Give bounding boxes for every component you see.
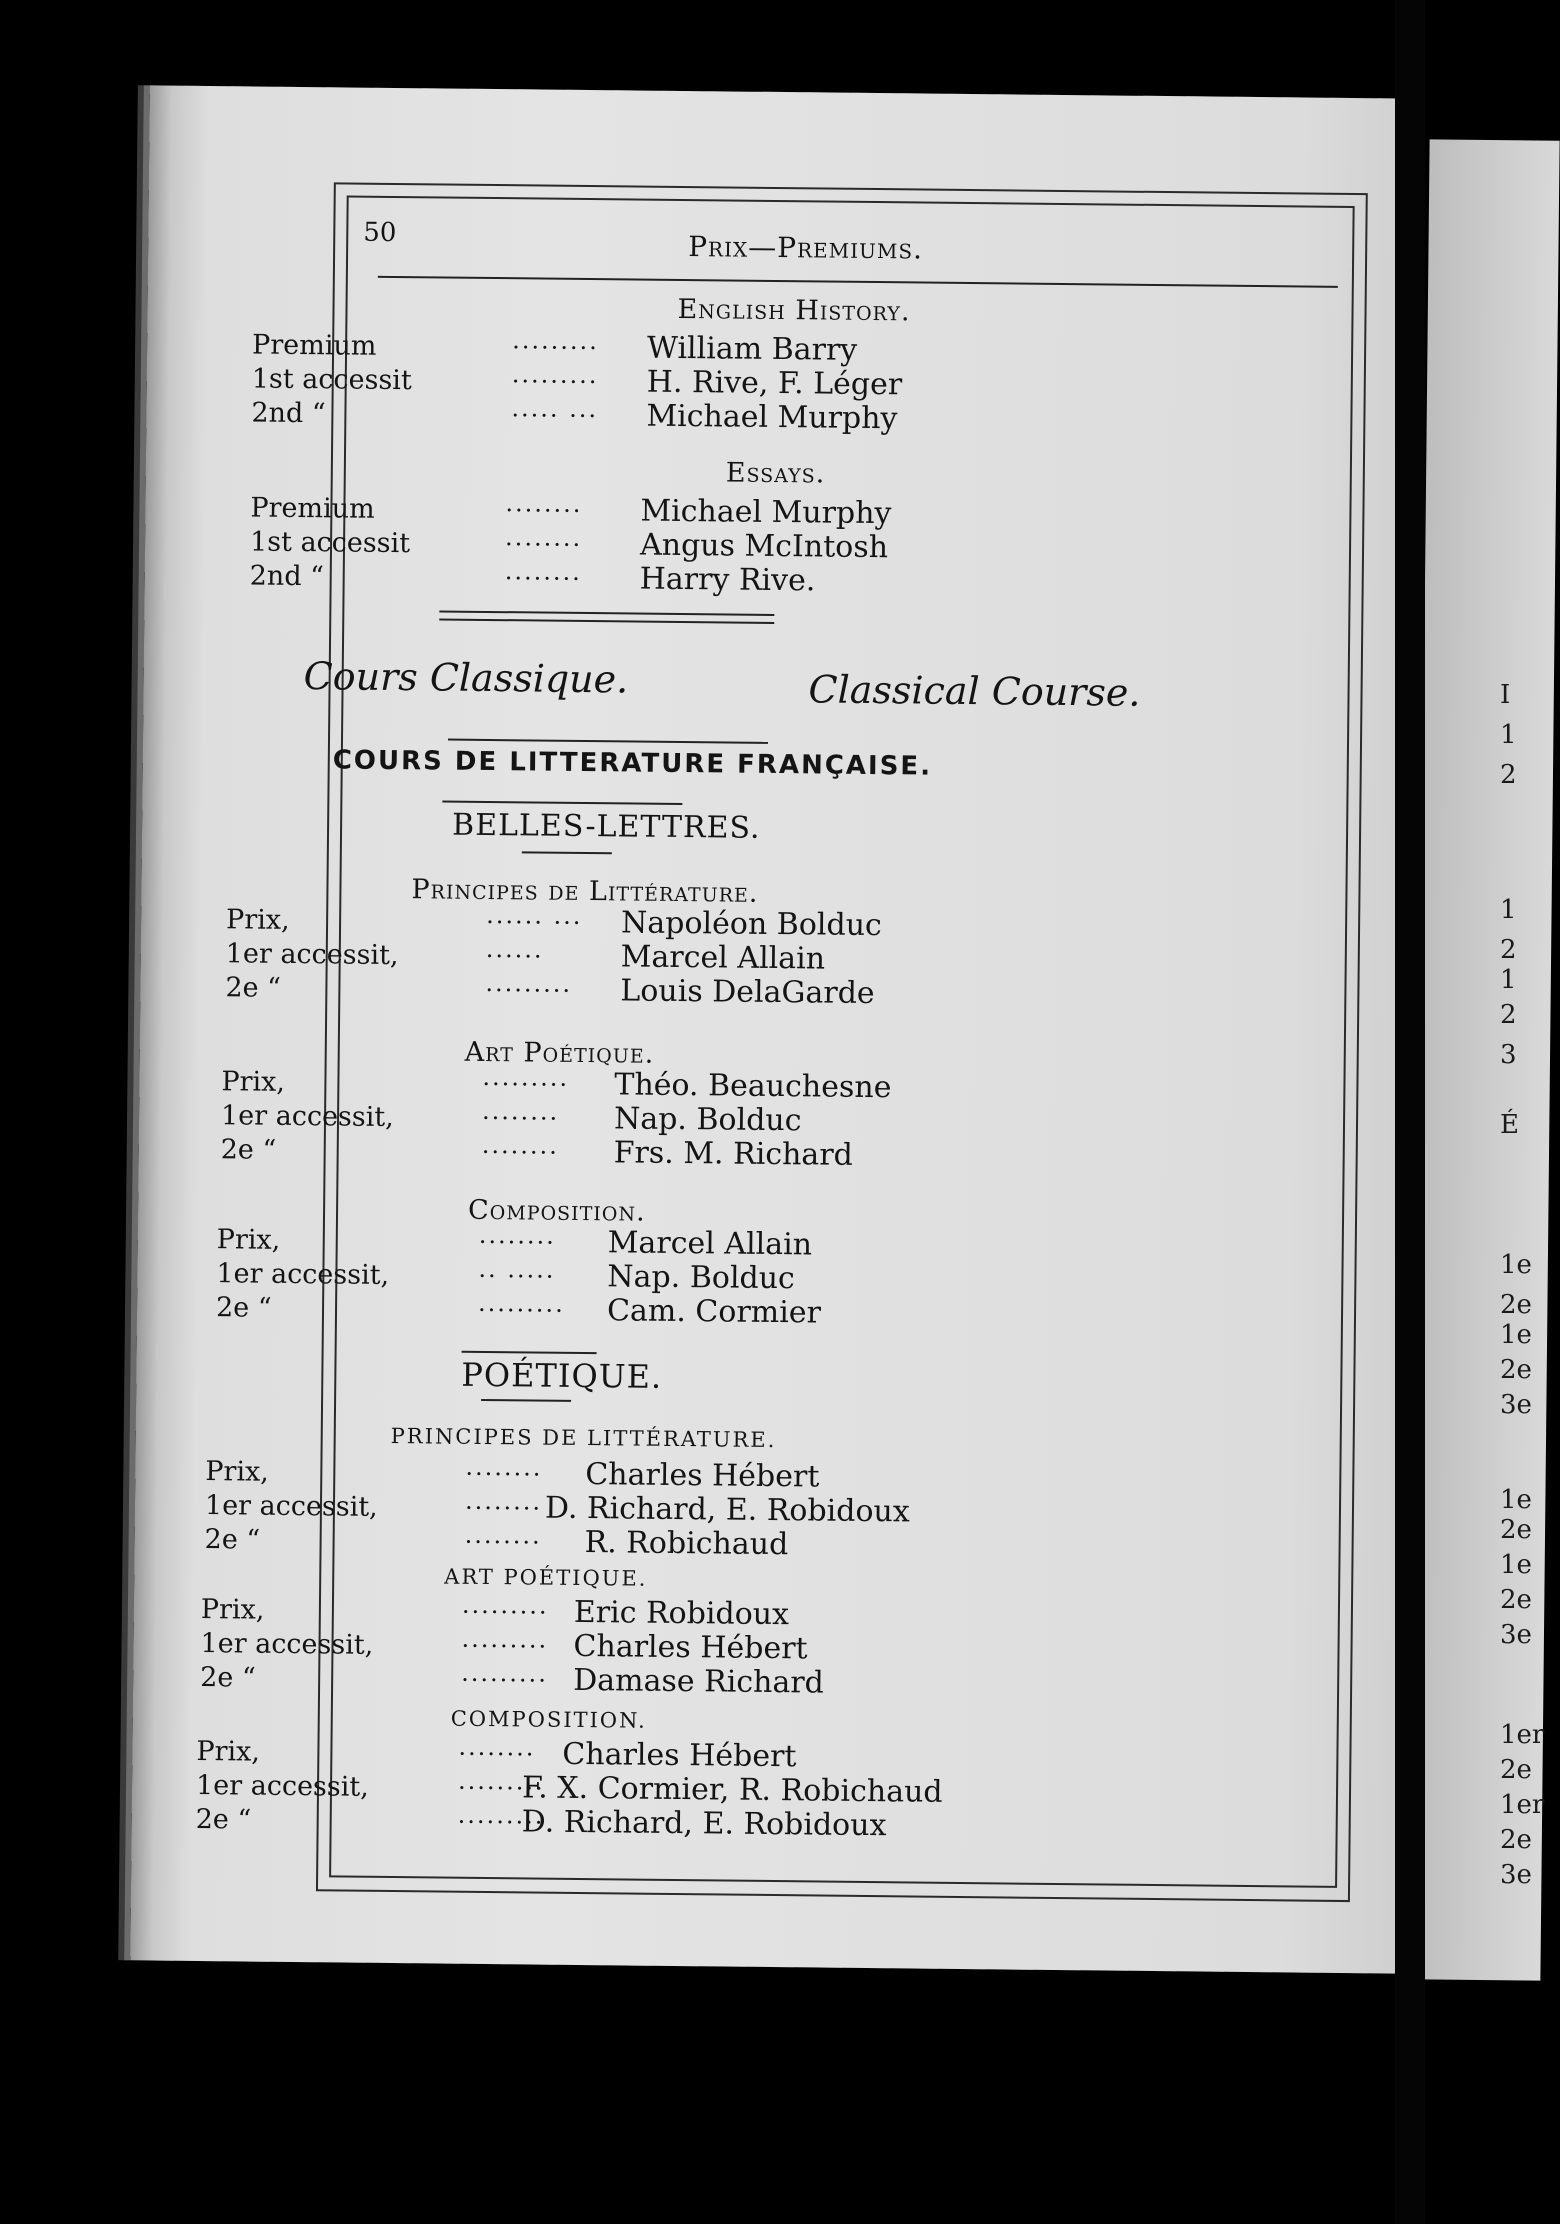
page-number: 50 bbox=[363, 217, 397, 248]
facing-page-fragment: 1e bbox=[1500, 1320, 1532, 1350]
dot-leader: ......... bbox=[461, 1658, 549, 1688]
recipient-name: Charles Hébert bbox=[585, 1457, 820, 1495]
recipient-name: Frs. M. Richard bbox=[613, 1135, 854, 1173]
facing-page-fragment: 2 bbox=[1500, 1000, 1517, 1030]
facing-page-fragment: 3 bbox=[1500, 1040, 1517, 1070]
facing-page-fragment: 3e bbox=[1500, 1860, 1532, 1890]
section-heading: ART POÉTIQUE. bbox=[444, 1564, 648, 1591]
recipient-name: Eric Robidoux bbox=[573, 1594, 790, 1633]
section-heading: Art Poétique. bbox=[464, 1036, 655, 1070]
dot-leader: ......... bbox=[457, 1766, 545, 1796]
recipient-name: Michael Murphy bbox=[646, 398, 898, 437]
facing-page-fragment: 2 bbox=[1500, 935, 1517, 965]
facing-page-fragment: 2e bbox=[1500, 1355, 1532, 1385]
dot-leader: ........ bbox=[465, 1452, 543, 1482]
award-label: 2nd “ bbox=[249, 560, 325, 593]
section-heading: English History. bbox=[677, 293, 911, 328]
dot-leader: ........ bbox=[504, 523, 583, 552]
dot-leader: ...... bbox=[485, 934, 544, 964]
award-label: Prix, bbox=[216, 1224, 281, 1256]
award-label: 2e “ bbox=[195, 1803, 252, 1836]
facing-page-fragment: É bbox=[1500, 1110, 1519, 1140]
poetique-title: POÉTIQUE. bbox=[461, 1355, 663, 1396]
award-label: 1er accessit, bbox=[204, 1490, 378, 1523]
facing-page-fragment: 2e bbox=[1500, 1290, 1532, 1320]
award-label: 1st accessit bbox=[251, 363, 412, 397]
recipient-name: Louis DelaGarde bbox=[620, 973, 875, 1012]
facing-page-fragment: 1e bbox=[1500, 1250, 1532, 1280]
recipient-name: H. Rive, F. Léger bbox=[646, 364, 903, 403]
dot-leader: ........ bbox=[478, 1220, 557, 1250]
book-gutter bbox=[1395, 0, 1425, 2224]
dot-leader: ......... bbox=[477, 1288, 565, 1318]
section-heading: COMPOSITION. bbox=[450, 1706, 647, 1733]
facing-page-fragment: 1e bbox=[1500, 1485, 1532, 1515]
recipient-name: F. X. Cormier, R. Robichaud bbox=[521, 1770, 943, 1810]
section-heading: Composition. bbox=[467, 1194, 646, 1228]
award-label: Premium bbox=[250, 492, 375, 525]
facing-page-fragment: 2e bbox=[1500, 1825, 1532, 1855]
recipient-name: Nap. Bolduc bbox=[613, 1101, 802, 1139]
belles-lettres-title: BELLES-LETTRES. bbox=[451, 807, 761, 846]
facing-page-fragment: 1 bbox=[1500, 965, 1517, 995]
dot-leader: ......... bbox=[461, 1624, 549, 1654]
section-heading: PRINCIPES DE LITTÉRATURE. bbox=[390, 1423, 777, 1453]
book-page bbox=[130, 85, 1420, 1973]
section-heading: Essays. bbox=[725, 457, 826, 490]
recipient-name: Damase Richard bbox=[572, 1662, 825, 1701]
course-title-en: Classical Course. bbox=[808, 667, 1141, 715]
dot-leader: ........ bbox=[481, 1096, 560, 1126]
award-label: Prix, bbox=[205, 1456, 270, 1488]
dot-leader: ......... bbox=[485, 968, 573, 998]
dot-leader: ......... bbox=[482, 1062, 570, 1092]
award-label: Prix, bbox=[225, 904, 290, 936]
recipient-name: Napoléon Bolduc bbox=[620, 905, 882, 944]
recipient-name: William Barry bbox=[646, 330, 858, 368]
award-label: 2e “ bbox=[200, 1662, 256, 1694]
award-label: 1er accessit, bbox=[200, 1628, 374, 1661]
award-label: 1er accessit, bbox=[225, 938, 399, 972]
recipient-name: Charles Hébert bbox=[562, 1736, 797, 1775]
facing-page-fragment: 1er bbox=[1500, 1720, 1545, 1750]
award-label: Prix, bbox=[200, 1594, 265, 1626]
facing-page-fragment: 3e bbox=[1500, 1620, 1532, 1650]
award-label: 2nd “ bbox=[251, 397, 326, 430]
award-label: 1er accessit, bbox=[220, 1100, 394, 1134]
facing-page-fragment: 2e bbox=[1500, 1755, 1532, 1785]
facing-page-fragment: 2e bbox=[1500, 1515, 1532, 1545]
recipient-name: Cam. Cormier bbox=[606, 1293, 822, 1331]
recipient-name: Michael Murphy bbox=[640, 493, 892, 532]
award-label: Prix, bbox=[196, 1735, 261, 1768]
facing-page-fragment: 1er bbox=[1500, 1790, 1545, 1820]
recipient-name: Marcel Allain bbox=[607, 1225, 813, 1263]
dot-leader: ........ bbox=[481, 1130, 559, 1160]
award-label: 1st accessit bbox=[249, 526, 411, 560]
dot-leader: ......... bbox=[461, 1590, 549, 1620]
dot-leader: ......... bbox=[457, 1800, 545, 1830]
facing-page-fragment: I bbox=[1500, 680, 1511, 710]
facing-page-fragment: 1 bbox=[1500, 720, 1517, 750]
award-label: 2e “ bbox=[220, 1134, 277, 1166]
facing-page-fragment: 1 bbox=[1500, 895, 1517, 925]
award-label: Premium bbox=[251, 329, 377, 362]
dot-leader: ......... bbox=[512, 326, 600, 356]
dot-leader: ........ bbox=[458, 1732, 536, 1762]
facing-page-fragment: 2 bbox=[1500, 760, 1517, 790]
recipient-name: Angus McIntosh bbox=[639, 527, 889, 566]
facing-page-fragment: 1e bbox=[1500, 1550, 1532, 1580]
award-label: 1er accessit, bbox=[195, 1769, 369, 1803]
facing-page bbox=[1410, 139, 1559, 1980]
award-label: 2e “ bbox=[225, 972, 282, 1004]
recipient-name: R. Robichaud bbox=[584, 1525, 789, 1563]
award-label: 2e “ bbox=[204, 1524, 261, 1556]
recipient-name: D. Richard, E. Robidoux bbox=[521, 1804, 887, 1844]
facing-page-fragment: 2e bbox=[1500, 1585, 1532, 1615]
award-label: 2e “ bbox=[215, 1292, 272, 1324]
dot-leader: ..... ... bbox=[511, 394, 599, 424]
dot-leader: ........ bbox=[504, 557, 582, 586]
recipient-name: Harry Rive. bbox=[639, 561, 816, 599]
section-heading: Principes de Littérature. bbox=[411, 874, 759, 909]
recipient-name: Marcel Allain bbox=[620, 939, 826, 977]
dot-leader: ........ bbox=[464, 1520, 542, 1550]
recipient-name: Théo. Beauchesne bbox=[614, 1067, 892, 1106]
course-title-fr: Cours Classique. bbox=[303, 654, 629, 702]
dot-leader: ......... bbox=[511, 360, 599, 390]
running-head: Prix—Premiums. bbox=[688, 230, 924, 266]
recipient-name: Nap. Bolduc bbox=[607, 1259, 796, 1297]
literature-title: COURS DE LITTERATURE FRANÇAISE. bbox=[332, 745, 933, 782]
facing-page-fragment: 3e bbox=[1500, 1390, 1532, 1420]
award-label: 1er accessit, bbox=[216, 1258, 390, 1291]
recipient-name: Charles Hébert bbox=[573, 1628, 808, 1667]
dot-leader: ...... ... bbox=[486, 900, 583, 930]
dot-leader: ........ bbox=[505, 489, 583, 518]
recipient-name: D. Richard, E. Robidoux bbox=[544, 1490, 910, 1530]
award-label: Prix, bbox=[221, 1066, 286, 1098]
dot-leader: .. ..... bbox=[478, 1254, 556, 1284]
dot-leader: ........ bbox=[464, 1486, 543, 1516]
